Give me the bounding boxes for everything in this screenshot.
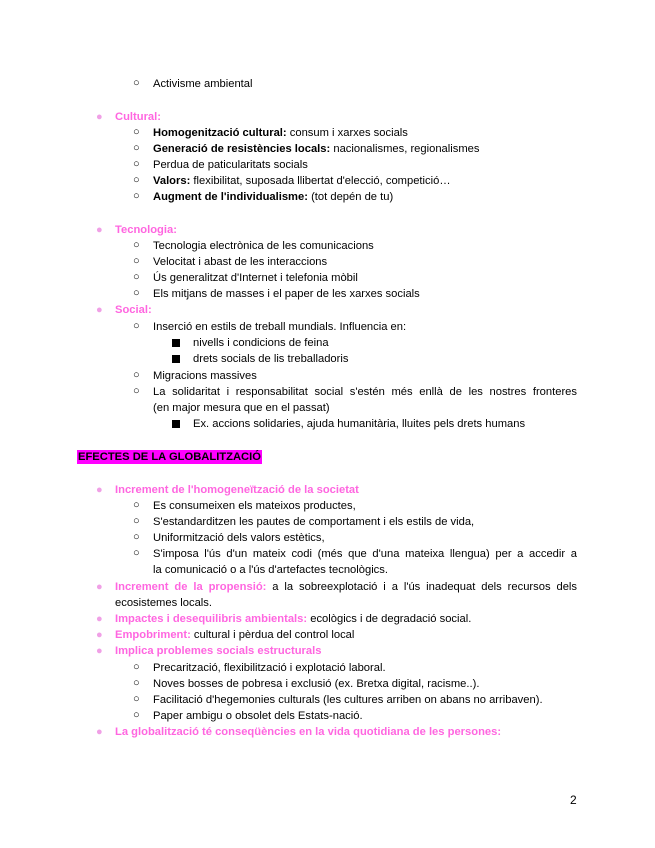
circle-bullet-icon: ○ (133, 385, 140, 397)
list-item-text: Uniformització dels valors estètics, (153, 532, 325, 544)
item-term: Generació de resistències locals: (153, 143, 331, 155)
list-item-text: Facilitació d'hegemonies culturals (les cultures arriben on abans no arribaven). (153, 694, 543, 706)
circle-bullet-icon: ○ (133, 661, 140, 673)
circle-bullet-icon: ○ (133, 271, 140, 283)
circle-bullet-icon: ○ (133, 287, 140, 299)
list-item-text: Ex. accions solidaries, ajuda humanitària, lluites pels drets humans (193, 418, 526, 430)
page-number: 2 (570, 793, 577, 807)
list-item-text: Els mitjans de masses i el paper de les xarxes socials (153, 288, 420, 300)
circle-bullet-icon: ○ (133, 320, 140, 332)
list-item-text: Velocitat i abast de les interaccions (153, 256, 328, 268)
list-item-text: S'estandarditzen les pautes de comportament i els estils de vida, (153, 516, 475, 528)
section-heading-impactes: Impactes i desequilibris ambientals: (115, 613, 308, 625)
circle-bullet-icon: ○ (133, 547, 140, 559)
dot-bullet-icon: ● (96, 111, 103, 123)
section-heading-homogeneitzacio: Increment de l'homogeneïtzació de la societat (115, 484, 359, 496)
section-title-effects: EFECTES DE LA GLOBALITZACIÓ (78, 451, 261, 463)
circle-bullet-icon: ○ (133, 693, 140, 705)
dot-bullet-icon: ● (96, 224, 103, 236)
list-item-text: la comunicació o a l'ús d'artefactes tecnològics. (153, 564, 388, 576)
dot-bullet-icon: ● (96, 613, 103, 625)
list-item-text: La solidaritat i responsabilitat social s'estén més enllà de les nostres fronteres (153, 386, 577, 398)
dot-bullet-icon: ● (96, 645, 103, 657)
circle-bullet-icon: ○ (133, 239, 140, 251)
section-heading-problemes: Implica problemes socials estructurals (115, 645, 322, 657)
section-text: ecològics i de degradació social. (307, 613, 472, 625)
list-item-text: Ús generalitzat d'Internet i telefonia mòbil (153, 272, 358, 284)
circle-bullet-icon: ○ (133, 126, 140, 138)
square-bullet-icon (172, 355, 180, 363)
section-heading-cultural: Cultural: (115, 111, 161, 123)
section-heading-tecnologia: Tecnologia: (115, 224, 177, 236)
circle-bullet-icon: ○ (133, 709, 140, 721)
circle-bullet-icon: ○ (133, 190, 140, 202)
list-item-text: (en major mesura que en el passat) (153, 402, 330, 414)
circle-bullet-icon: ○ (133, 369, 140, 381)
circle-bullet-icon: ○ (133, 499, 140, 511)
dot-bullet-icon: ● (96, 629, 103, 641)
list-item-text: Inserció en estils de treball mundials. Influencia en: (153, 321, 407, 333)
circle-bullet-icon: ○ (133, 174, 140, 186)
square-bullet-icon (172, 420, 180, 428)
section-heading-quotidiana: La globalització té conseqüències en la vida quotidiana de les persones: (115, 726, 502, 738)
list-item-text: Noves bosses de pobresa i exclusió (ex. Bretxa digital, racisme..). (153, 678, 480, 690)
circle-bullet-icon: ○ (133, 515, 140, 527)
item-desc: consum i xarxes socials (286, 127, 408, 139)
circle-bullet-icon: ○ (133, 77, 140, 89)
list-item-text: S'imposa l'ús d'un mateix codi (més que d'una mateixa llengua) per a accedir a (153, 548, 577, 560)
list-item-text: Es consumeixen els mateixos productes, (153, 500, 356, 512)
dot-bullet-icon: ● (96, 304, 103, 316)
list-item-text: Activisme ambiental (153, 78, 253, 90)
dot-bullet-icon: ● (96, 581, 103, 593)
item-desc: Perdua de paticularitats socials (153, 159, 308, 171)
square-bullet-icon (172, 339, 180, 347)
section-heading-empobriment: Empobriment: (115, 629, 191, 641)
section-text: cultural i pèrdua del control local (190, 629, 355, 641)
item-term: Augment de l'individualisme: (153, 191, 308, 203)
section-text: ecosistemes locals. (115, 597, 212, 609)
section-text: a la sobreexplotació i a l'ús inadequat dels recursos dels (266, 581, 577, 593)
circle-bullet-icon: ○ (133, 142, 140, 154)
dot-bullet-icon: ● (96, 484, 103, 496)
list-item-text: Paper ambigu o obsolet dels Estats-nació. (153, 710, 363, 722)
item-term: Valors: (153, 175, 191, 187)
list-item-text: Precarització, flexibilització i explotació laboral. (153, 662, 386, 674)
item-desc: (tot depén de tu) (307, 191, 394, 203)
item-desc: nacionalismes, regionalismes (330, 143, 480, 155)
dot-bullet-icon: ● (96, 726, 103, 738)
section-heading-propensio: Increment de la propensió: (115, 581, 267, 593)
list-item-text: Migracions massives (153, 370, 257, 382)
item-desc: flexibilitat, suposada llibertat d'elecció, competició… (190, 175, 451, 187)
list-item-text: drets socials de lis treballadoris (193, 353, 349, 365)
list-item-text: Tecnologia electrònica de les comunicacions (153, 240, 374, 252)
list-item-text: nivells i condicions de feina (193, 337, 329, 349)
section-heading-social: Social: (115, 304, 152, 316)
circle-bullet-icon: ○ (133, 158, 140, 170)
circle-bullet-icon: ○ (133, 255, 140, 267)
circle-bullet-icon: ○ (133, 677, 140, 689)
item-term: Homogenització cultural: (153, 127, 287, 139)
circle-bullet-icon: ○ (133, 531, 140, 543)
